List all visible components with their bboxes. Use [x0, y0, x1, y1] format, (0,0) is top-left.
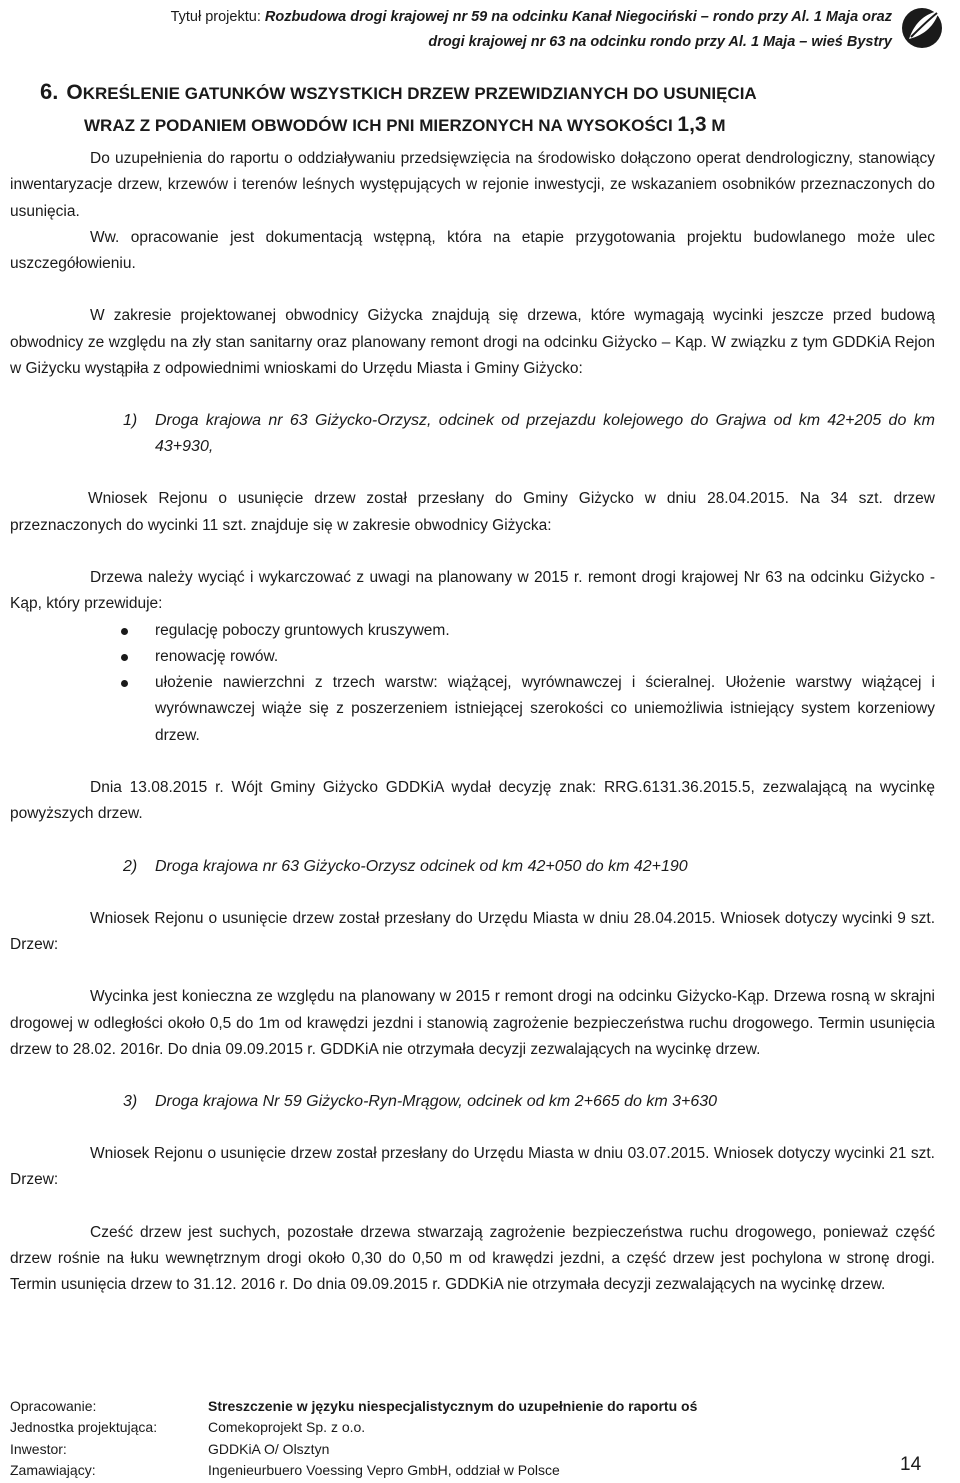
paragraph-9: Wniosek Rejonu o usunięcie drzew został przesłany do Urzędu Miasta w dniu 03.07.2015. Wniosek dotyczy wycinki 21 szt. Drzew:	[10, 1145, 935, 1189]
page-number: 14	[900, 1453, 922, 1475]
list-item-text: ułożenie nawierzchni z trzech warstw: wiążącej, wyrównawczej i ścieralnej. Ułożenie warstwy wiążącej i wyrównawczej wiąże się z poszerzeniem istniejącej szerokości co uniemożliwia istniejący system korzeniowy drzew.	[155, 674, 935, 744]
paragraph-8: Wycinka jest konieczna ze względu na planowany w 2015 r remont drogi na odcinku Giżycko-Kąp. Drzewa rosną w skrajni drogowej w odległości około 0,5 do 1m od krawędzi jezdni i stanowią zagrożenie bezpieczeństwa ruchu drogowego. Termin usunięcia drzew to 28.02. 2016r. Do dnia 09.09.2015 r. GDDKiA nie otrzymała decyzji zezwalających na wycinkę drzew.	[10, 988, 935, 1058]
list-item-text: renowację rowów.	[155, 647, 279, 665]
footer-row-zamawiajacy	[10, 1453, 950, 1481]
paragraph-6: Dnia 13.08.2015 r. Wójt Gminy Giżycko GDDKiA wydał decyzję znak: RRG.6131.36.2015.5, zezwalającą na wycinkę powyższych drzew.	[10, 779, 935, 823]
item-number: 2)	[123, 857, 138, 875]
footer-label: Zamawiający:	[10, 1461, 96, 1478]
list-item	[10, 618, 935, 644]
list-item	[10, 670, 935, 749]
list-item	[10, 644, 935, 670]
section-heading-line-1	[40, 76, 940, 109]
heading-unit: M	[706, 116, 726, 135]
paragraph-3: W zakresie projektowanej obwodnicy Giżycka znajdują się drzewa, które wymagają wycinki jeszcze przed budową obwodnicy ze względu na zły stan sanitarny oraz planowany remont drogi na odcinku Giżycko – Kąp. W związku z tym GDDKiA Rejon w Giżycku wystąpiła z odpowiednimi wnioskami do Urzędu Miasta i Gminy Giżycko:	[10, 307, 935, 378]
numbered-item-1	[10, 408, 935, 460]
item-text: Droga krajowa nr 63 Giżycko-Orzysz odcinek od km 42+050 do km 42+190	[155, 857, 688, 875]
footer-row-opracowanie	[10, 1396, 950, 1417]
item-number: 1)	[123, 412, 138, 430]
paragraph-7: Wniosek Rejonu o usunięcie drzew został przesłany do Urzędu Miasta w dniu 28.04.2015. Wniosek dotyczy wycinki 9 szt. Drzew:	[10, 909, 935, 953]
numbered-item-2	[10, 854, 935, 880]
footer-value: Comekoprojekt Sp. z o.o.	[208, 1419, 366, 1436]
page-footer	[10, 1396, 950, 1481]
footer-label: Opracowanie:	[10, 1398, 97, 1414]
footer-value: GDDKiA O/ Olsztyn	[208, 1440, 330, 1457]
document-body	[10, 146, 935, 1299]
bullet-icon	[121, 680, 128, 687]
section-heading	[40, 76, 940, 141]
footer-label: Inwestor:	[10, 1440, 67, 1457]
paragraph-10: Cześć drzew jest suchych, pozostałe drzewa stwarzają zagrożenie bezpieczeństwa ruchu drogowego, ponieważ część drzew rośnie na łuku wewnętrznym drogi około 0,30 do 0,50 m od krawędzi jezdni, a część drzew jest pochylona w stronę drogi. Termin usunięcia drzew to 31.12. 2016 r. Do dnia 09.09.2015 r. GDDKiA nie otrzymała decyzji zezwalających na wycinkę drzew.	[10, 1223, 935, 1294]
footer-value: Streszczenie w języku niespecjalistycznym do uzupełnienie do raportu oś	[208, 1398, 698, 1414]
paragraph-2: Ww. opracowanie jest dokumentacją wstępną, która na etapie przygotowania projektu budowlanego może ulec uszczegółowieniu.	[10, 228, 935, 273]
item-number: 3)	[123, 1093, 138, 1111]
heading-text-1: KREŚLENIE GATUNKÓW WSZYSTKICH DRZEW PRZEWIDZIANYCH DO USUNIĘCIA	[82, 84, 757, 103]
page-header	[0, 0, 960, 62]
project-title-prefix: Tytuł projektu:	[170, 9, 265, 25]
item-text: Droga krajowa Nr 59 Giżycko-Ryn-Mrągow, odcinek od km 2+665 do km 3+630	[155, 1093, 718, 1111]
footer-label: Jednostka projektująca:	[10, 1419, 158, 1436]
heading-initial: O	[66, 81, 83, 104]
bullet-list	[10, 618, 935, 749]
project-title-part-2: drogi krajowej nr 63 na odcinku rondo przy Al. 1 Maja – wieś Bystry	[428, 34, 892, 50]
section-heading-line-2	[40, 109, 940, 141]
footer-row-jednostka	[10, 1417, 950, 1438]
bullet-icon	[121, 654, 128, 661]
project-title-line-1	[0, 5, 892, 29]
project-title-part-1: Rozbudowa drogi krajowej nr 59 na odcinku Kanał Niegociński – rondo przy Al. 1 Maja oraz	[264, 9, 892, 25]
bullet-icon	[121, 628, 128, 635]
item-text: Droga krajowa nr 63 Giżycko-Orzysz, odcinek od przejazdu kolejowego do Grajwa od km 42+205 do km 43+930,	[155, 412, 935, 456]
project-title-line-2	[0, 30, 892, 54]
leaf-logo-icon	[897, 3, 947, 51]
paragraph-4: Wniosek Rejonu o usunięcie drzew został przesłany do Gminy Giżycko w dniu 28.04.2015. Na 34 szt. drzew przeznaczonych do wycinki 11 szt. znajduje się w zakresie obwodnicy Giżycka:	[10, 490, 935, 534]
footer-row-inwestor	[10, 1439, 950, 1460]
paragraph-5: Drzewa należy wyciąć i wykarczować z uwagi na planowany w 2015 r. remont drogi krajowej Nr 63 na odcinku Giżycko - Kąp, który przewiduje:	[10, 568, 935, 613]
section-number: 6.	[40, 79, 59, 104]
numbered-item-3	[10, 1089, 935, 1115]
paragraph-1: Do uzupełnienia do raportu o oddziaływaniu przedsięwzięcia na środowisko dołączono operat dendrologiczny, stanowiący inwentaryzacje drzew, krzewów i terenów leśnych występujących w rejonie inwestycji, ze wskazaniem osobników przeznaczonych do usunięcia.	[10, 150, 935, 220]
footer-value: Ingenieurbuero Voessing Vepro GmbH, oddział w Polsce	[208, 1461, 560, 1478]
heading-height-value: 1,3	[677, 113, 707, 136]
heading-text-2: WRAZ Z PODANIEM OBWODÓW ICH PNI MIERZONYCH NA WYSOKOŚCI	[84, 116, 678, 135]
list-item-text: regulację poboczy gruntowych kruszywem.	[155, 621, 450, 639]
